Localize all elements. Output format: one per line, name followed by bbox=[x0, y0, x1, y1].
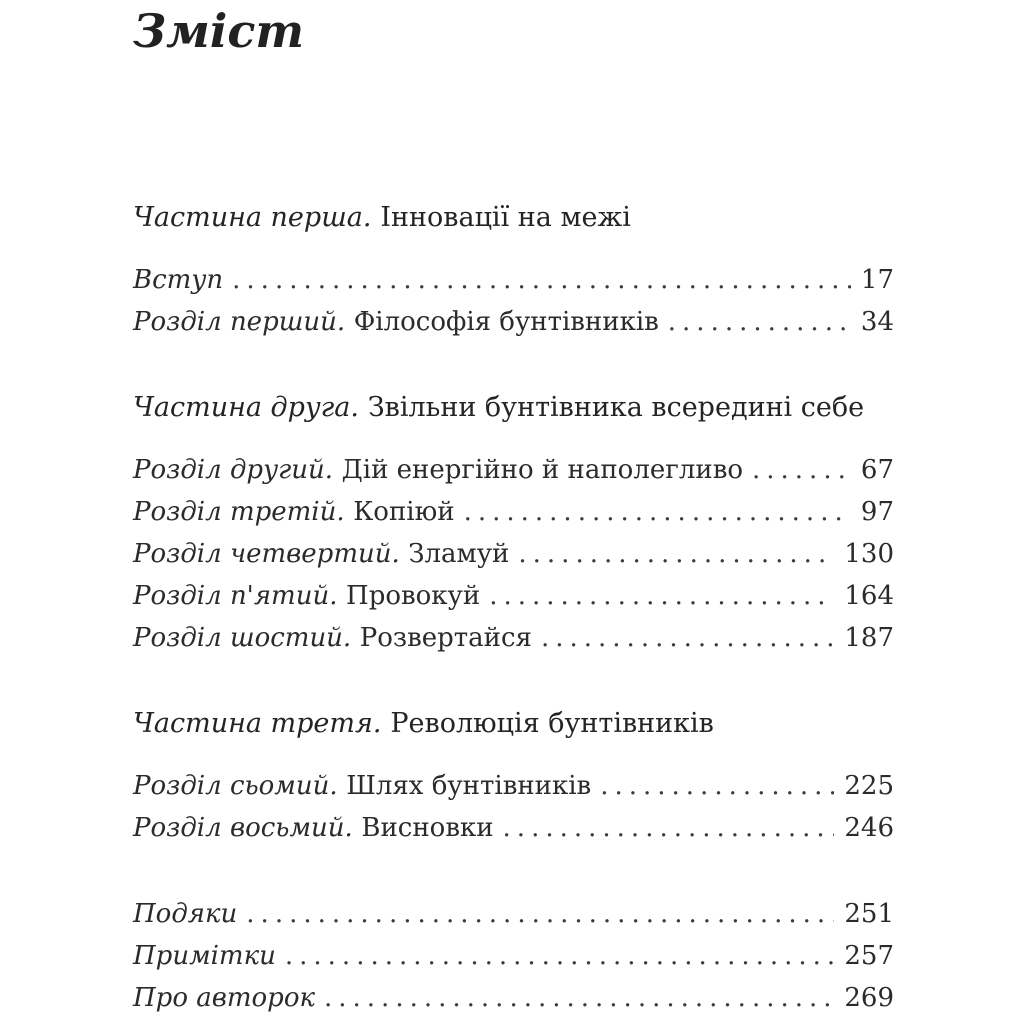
dot-leader bbox=[324, 977, 834, 1019]
entry-label-regular: Зламуй bbox=[408, 539, 510, 570]
entry-page-number: 246 bbox=[844, 813, 894, 844]
toc-entry bbox=[133, 575, 894, 617]
toc-entry bbox=[133, 491, 894, 533]
section-heading bbox=[133, 391, 894, 425]
section-heading-title: Революція бунтівників bbox=[390, 708, 714, 740]
entry-label-italic: Примітки bbox=[133, 941, 276, 972]
entry-label-regular: Копіюй bbox=[353, 497, 455, 528]
entry-label-italic: Розділ п'ятий. bbox=[133, 581, 338, 612]
dot-leader bbox=[285, 935, 834, 977]
dot-leader bbox=[464, 491, 851, 533]
entry-page-number: 251 bbox=[844, 899, 894, 930]
toc-section-back-matter bbox=[133, 893, 894, 1019]
entry-label-regular: Шлях бунтівників bbox=[346, 771, 592, 802]
section-heading-part-label: Частина третя. bbox=[133, 708, 382, 740]
entry-label-italic: Подяки bbox=[133, 899, 238, 930]
dot-leader bbox=[489, 575, 834, 617]
dot-leader bbox=[232, 259, 851, 301]
section-heading-title: Інновації на межі bbox=[380, 202, 631, 234]
toc-entry bbox=[133, 807, 894, 849]
entry-label-italic: Розділ четвертий. bbox=[133, 539, 400, 570]
entry-page-number: 187 bbox=[844, 623, 894, 654]
dot-leader bbox=[503, 807, 835, 849]
entry-page-number: 225 bbox=[844, 771, 894, 802]
entry-page-number: 164 bbox=[844, 581, 894, 612]
toc-entry bbox=[133, 449, 894, 491]
section-heading-part-label: Частина перша. bbox=[133, 202, 372, 234]
dot-leader bbox=[752, 449, 851, 491]
entry-label-regular: Філософія бунтівників bbox=[353, 307, 659, 338]
entry-page-number: 67 bbox=[860, 455, 894, 486]
toc-entry bbox=[133, 893, 894, 935]
toc-entry bbox=[133, 617, 894, 659]
entry-label-italic: Розділ шостий. bbox=[133, 623, 352, 654]
dot-leader bbox=[541, 617, 834, 659]
toc-entry bbox=[133, 935, 894, 977]
entry-label-italic: Вступ bbox=[133, 265, 224, 296]
toc-entry bbox=[133, 977, 894, 1019]
toc-entry bbox=[133, 259, 894, 301]
entry-label-regular: Висновки bbox=[361, 813, 494, 844]
entry-label-italic: Про авторок bbox=[133, 983, 315, 1014]
dot-leader bbox=[600, 765, 834, 807]
toc-section-part-one bbox=[133, 201, 894, 343]
dot-leader bbox=[518, 533, 834, 575]
dot-leader bbox=[246, 893, 834, 935]
section-heading bbox=[133, 201, 894, 235]
entry-label-italic: Розділ сьомий. bbox=[133, 771, 338, 802]
entry-label-regular: Дій енергійно й наполегливо bbox=[341, 455, 743, 486]
entry-page-number: 130 bbox=[844, 539, 894, 570]
toc-entry bbox=[133, 301, 894, 343]
entry-page-number: 257 bbox=[844, 941, 894, 972]
entry-page-number: 97 bbox=[860, 497, 894, 528]
entry-label-italic: Розділ третій. bbox=[133, 497, 345, 528]
entry-label-regular: Провокуй bbox=[346, 581, 481, 612]
entry-label-italic: Розділ перший. bbox=[133, 307, 346, 338]
entry-page-number: 269 bbox=[844, 983, 894, 1014]
section-heading-title: Звільни бунтівника всередині себе bbox=[367, 392, 865, 424]
entry-label-italic: Розділ другий. bbox=[133, 455, 334, 486]
toc-entry bbox=[133, 765, 894, 807]
toc-section-part-three bbox=[133, 707, 894, 849]
section-heading-part-label: Частина друга. bbox=[133, 392, 359, 424]
section-heading bbox=[133, 707, 894, 741]
entry-label-italic: Розділ восьмий. bbox=[133, 813, 353, 844]
entry-page-number: 17 bbox=[860, 265, 894, 296]
entry-page-number: 34 bbox=[860, 307, 894, 338]
toc-section-part-two bbox=[133, 391, 894, 659]
dot-leader bbox=[668, 301, 851, 343]
entry-label-regular: Розвертайся bbox=[359, 623, 532, 654]
page-title: Зміст bbox=[133, 4, 305, 58]
toc-entry bbox=[133, 533, 894, 575]
